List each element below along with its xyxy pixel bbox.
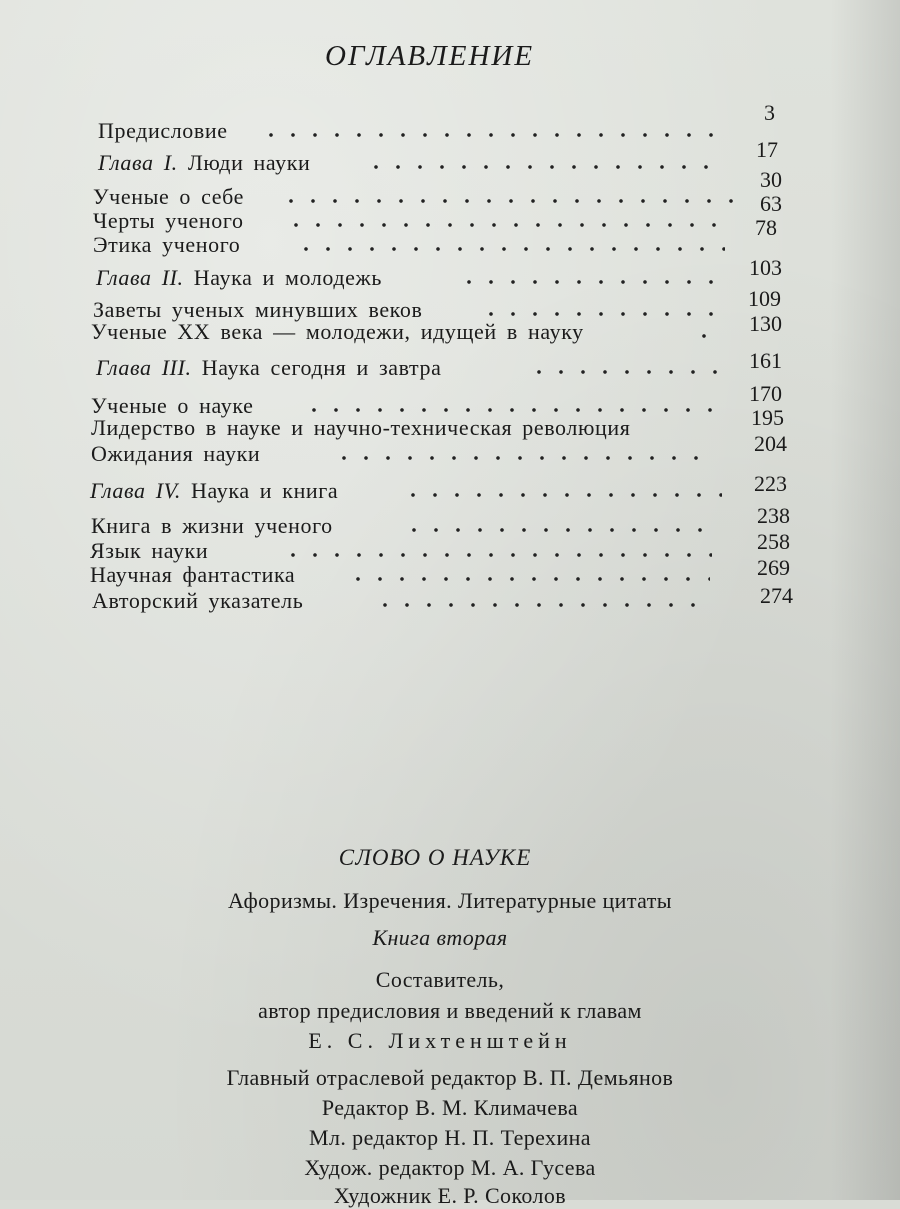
dot-leader bbox=[282, 552, 712, 558]
toc-entry-title bbox=[92, 588, 303, 614]
toc-entry-label: Ожидания науки bbox=[91, 441, 261, 466]
toc-entry-title bbox=[96, 355, 442, 381]
artist-credit: Художник Е. Р. Соколов bbox=[333, 1183, 567, 1208]
editor-credit: Редактор В. М. Климачева bbox=[321, 1095, 579, 1120]
toc-entry-label: Наука сегодня и завтра bbox=[201, 355, 442, 380]
dot-leader bbox=[303, 407, 720, 413]
book-title: СЛОВО О НАУКЕ bbox=[338, 845, 532, 870]
art-editor-credit: Худож. редактор М. А. Гусева bbox=[304, 1155, 596, 1180]
toc-page-number: 274 bbox=[760, 583, 793, 608]
toc-page-number: 269 bbox=[757, 555, 790, 580]
toc-entry-label: Авторский указатель bbox=[92, 588, 304, 613]
dot-leader bbox=[295, 246, 725, 252]
toc-entry-label: Заветы ученых минувших веков bbox=[93, 297, 423, 322]
toc-entry-label: Ученые о науке bbox=[91, 393, 254, 418]
dot-leader bbox=[333, 455, 715, 461]
dot-leader bbox=[403, 527, 712, 533]
chapter-prefix: Глава IV. bbox=[90, 478, 181, 503]
toc-entry-title bbox=[98, 150, 310, 176]
toc-entry-title bbox=[91, 319, 584, 345]
compiler-role: Составитель, bbox=[375, 967, 505, 992]
toc-page-number: 223 bbox=[754, 471, 787, 496]
chapter-prefix: Глава III. bbox=[96, 355, 192, 380]
toc-page-number: 78 bbox=[755, 215, 777, 240]
dot-leader bbox=[280, 198, 735, 204]
junior-editor-credit: Мл. редактор Н. П. Терехина bbox=[309, 1125, 591, 1150]
toc-page-number: 130 bbox=[749, 311, 782, 336]
toc-entry-title bbox=[96, 265, 382, 291]
toc-entry-label: Наука и книга bbox=[191, 478, 339, 503]
toc-entry-label: Люди науки bbox=[187, 150, 311, 175]
compiler-name: Е. С. Лихтенштейн bbox=[308, 1028, 572, 1053]
toc-entry-title bbox=[93, 232, 240, 258]
toc-entry-label: Лидерство в науке и научно-техническая революция bbox=[91, 415, 631, 440]
toc-entry-label: Язык науки bbox=[90, 538, 209, 563]
toc-entry-label: Научная фантастика bbox=[90, 562, 296, 587]
dot-leader bbox=[402, 492, 722, 498]
toc-entry bbox=[0, 431, 900, 471]
toc-entry-title bbox=[98, 118, 228, 144]
dot-leader bbox=[374, 602, 710, 608]
toc-entry-title bbox=[93, 184, 244, 210]
toc-page-number: 3 bbox=[764, 100, 775, 125]
chapter-prefix: Глава II. bbox=[96, 265, 184, 290]
dot-leader bbox=[528, 369, 720, 375]
toc-entry-label: Предисловие bbox=[98, 118, 228, 143]
toc-entry-label: Наука и молодежь bbox=[193, 265, 382, 290]
chapter-prefix: Глава I. bbox=[98, 150, 178, 175]
dot-leader bbox=[260, 132, 730, 138]
chief-editor-credit: Главный отраслевой редактор В. П. Демьянов bbox=[226, 1065, 674, 1090]
toc-entry-label: Книга в жизни ученого bbox=[91, 513, 333, 538]
toc-title: ОГЛАВЛЕНИЕ bbox=[325, 40, 535, 72]
toc-entry-title bbox=[91, 441, 260, 467]
toc-entry-title bbox=[90, 538, 208, 564]
toc-entry-title bbox=[93, 208, 244, 234]
toc-entry-label: Черты ученого bbox=[93, 208, 244, 233]
dot-leader bbox=[480, 311, 720, 317]
toc-page-number: 170 bbox=[749, 381, 782, 406]
toc-entry-label: Ученые XX века — молодежи, идущей в науку bbox=[91, 319, 584, 344]
toc-entry-label: Ученые о себе bbox=[93, 184, 244, 209]
toc-page-number: 204 bbox=[754, 431, 787, 456]
toc-entry bbox=[0, 311, 900, 349]
toc-page-number: 103 bbox=[749, 255, 782, 280]
toc-page-number: 161 bbox=[749, 348, 782, 373]
dot-leader bbox=[458, 279, 725, 285]
toc-page-number: 258 bbox=[757, 529, 790, 554]
toc-entry bbox=[0, 583, 900, 618]
toc-entry-label: Этика ученого bbox=[93, 232, 241, 257]
dot-leader bbox=[365, 164, 725, 170]
volume-label: Книга вторая bbox=[372, 925, 508, 950]
book-subtitle: Афоризмы. Изречения. Литературные цитаты bbox=[228, 888, 672, 913]
toc-page-number: 195 bbox=[751, 405, 784, 430]
dot-leader bbox=[285, 222, 730, 228]
toc-page-number: 238 bbox=[757, 503, 790, 528]
toc-page-number: 30 bbox=[760, 167, 782, 192]
toc-page-number: 109 bbox=[748, 286, 781, 311]
compiler-role-detail: автор предисловия и введений к главам bbox=[258, 998, 642, 1023]
toc-entry-title bbox=[91, 513, 333, 539]
toc-entry-title bbox=[90, 478, 338, 504]
toc-entry-title bbox=[91, 415, 630, 441]
dot-leader bbox=[347, 576, 710, 582]
dot-leader bbox=[693, 333, 712, 339]
toc-entry-title bbox=[90, 562, 295, 588]
toc-page-number: 17 bbox=[756, 137, 778, 162]
toc-page-number: 63 bbox=[760, 191, 782, 216]
